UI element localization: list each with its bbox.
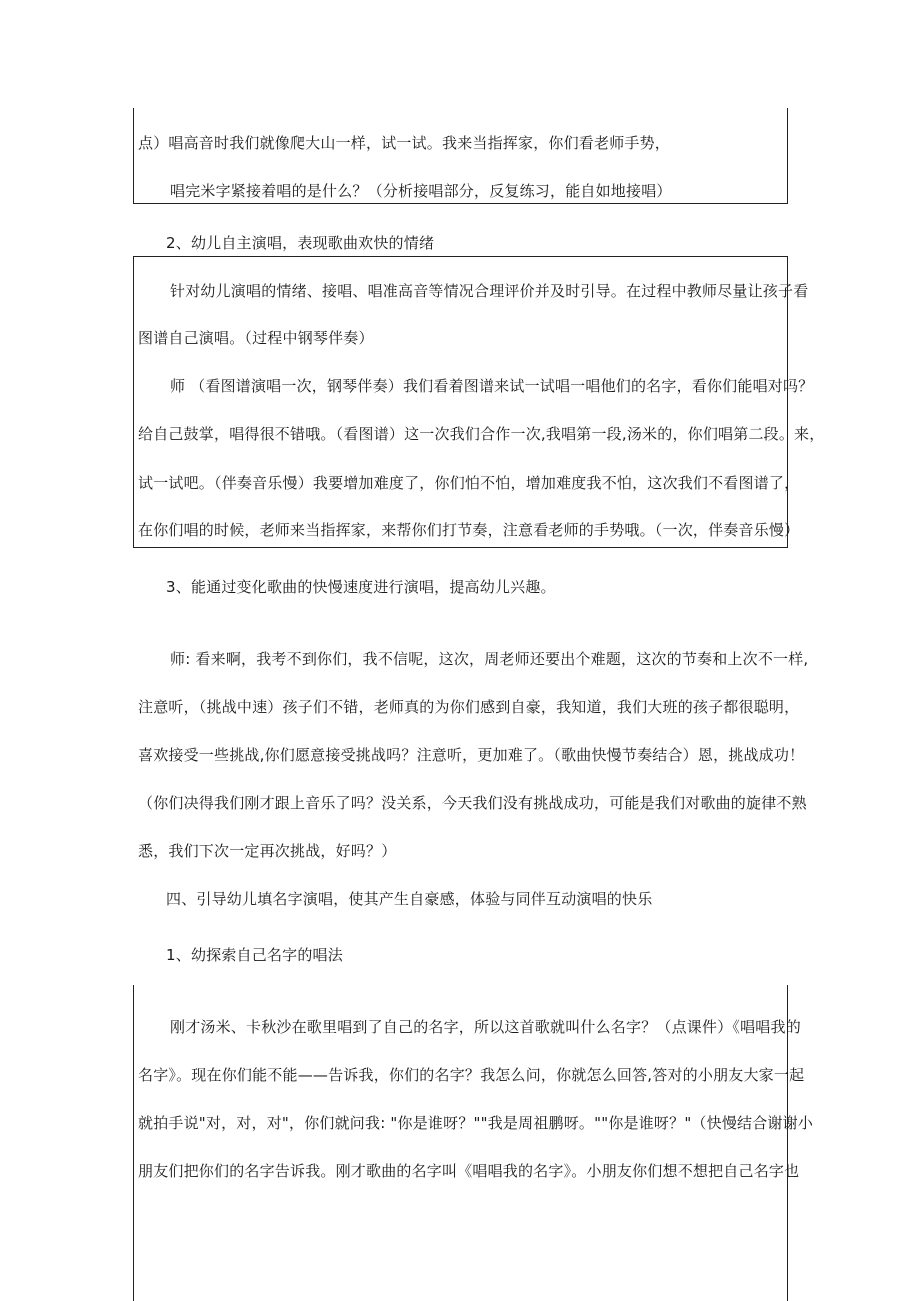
text-line: 唱完米字紧接着唱的是什么？（分析接唱部分，反复练习，能自如地接唱）	[170, 182, 672, 200]
text-line: 图谱自己演唱。（过程中钢琴伴奏）	[138, 329, 374, 347]
paragraph-line: （你们决得我们刚才跟上音乐了吗？没关系，今天我们没有挑战成功，可能是我们对歌曲的旋律不熟	[138, 794, 807, 812]
subsection-heading: 1、幼探索自己名字的唱法	[166, 946, 343, 964]
text-line: 点）唱高音时我们就像爬大山一样，试一试。我来当指挥家，你们看老师手势，	[138, 134, 671, 152]
section-heading: 3、能通过变化歌曲的快慢速度进行演唱，提高幼儿兴趣。	[166, 578, 556, 596]
text-line: 朋友们把你们的名字告诉我。刚才歌曲的名字叫《唱唱我的名字》。小朋友你们想不想把自己名字也	[138, 1162, 800, 1180]
text-line: 刚才汤米、卡秋沙在歌里唱到了自己的名字，所以这首歌就叫什么名字？（点课件）《唱唱我的	[170, 1018, 801, 1036]
text-line: 在你们唱的时候，老师来当指挥家，来帮你们打节奏，注意看老师的手势哦。（一次，伴奏音乐慢）	[138, 521, 800, 539]
text-line: 针对幼儿演唱的情绪、接唱、唱准高音等情况合理评价并及时引导。在过程中教师尽量让孩子看	[170, 282, 809, 300]
paragraph-line: 喜欢接受一些挑战,你们愿意接受挑战吗？注意听，更加难了。（歌曲快慢节奏结合）恩，挑战成功！	[138, 746, 805, 764]
text-line: 师 （看图谱演唱一次，钢琴伴奏）我们看着图谱来试一试唱一唱他们的名字，看你们能唱对吗？	[170, 377, 814, 395]
section-heading: 2、幼儿自主演唱，表现歌曲欢快的情绪	[166, 234, 435, 252]
text-line: 名字》。现在你们能不能——告诉我，你们的名字？我怎么问，你就怎么回答,答对的小朋友大家一起	[138, 1066, 805, 1084]
paragraph-line: 悉，我们下次一定再次挑战，好吗？）	[138, 842, 397, 860]
text-line: 就拍手说"对，对，对"，你们就问我: "你是谁呀？""我是周祖鹏呀。""你是谁呀？"（快慢结合谢谢小	[138, 1114, 814, 1132]
text-line: 给自己鼓掌，唱得很不错哦。（看图谱）这一次我们合作一次,我唱第一段,汤米的，你们唱第二段。来，	[138, 425, 825, 443]
text-line: 试一试吧。（伴奏音乐慢）我要增加难度了，你们怕不怕，增加难度我不怕，这次我们不看图谱了，	[138, 474, 800, 492]
paragraph-line: 注意听，（挑战中速）孩子们不错，老师真的为你们感到自豪，我知道，我们大班的孩子都很聪明，	[138, 698, 800, 716]
section-heading: 四、引导幼儿填名字演唱，使其产生自豪感，体验与同伴互动演唱的快乐	[166, 890, 653, 908]
paragraph-line: 师: 看来啊，我考不到你们，我不信呢，这次，周老师还要出个难题，这次的节奏和上次不一样,	[170, 650, 809, 668]
